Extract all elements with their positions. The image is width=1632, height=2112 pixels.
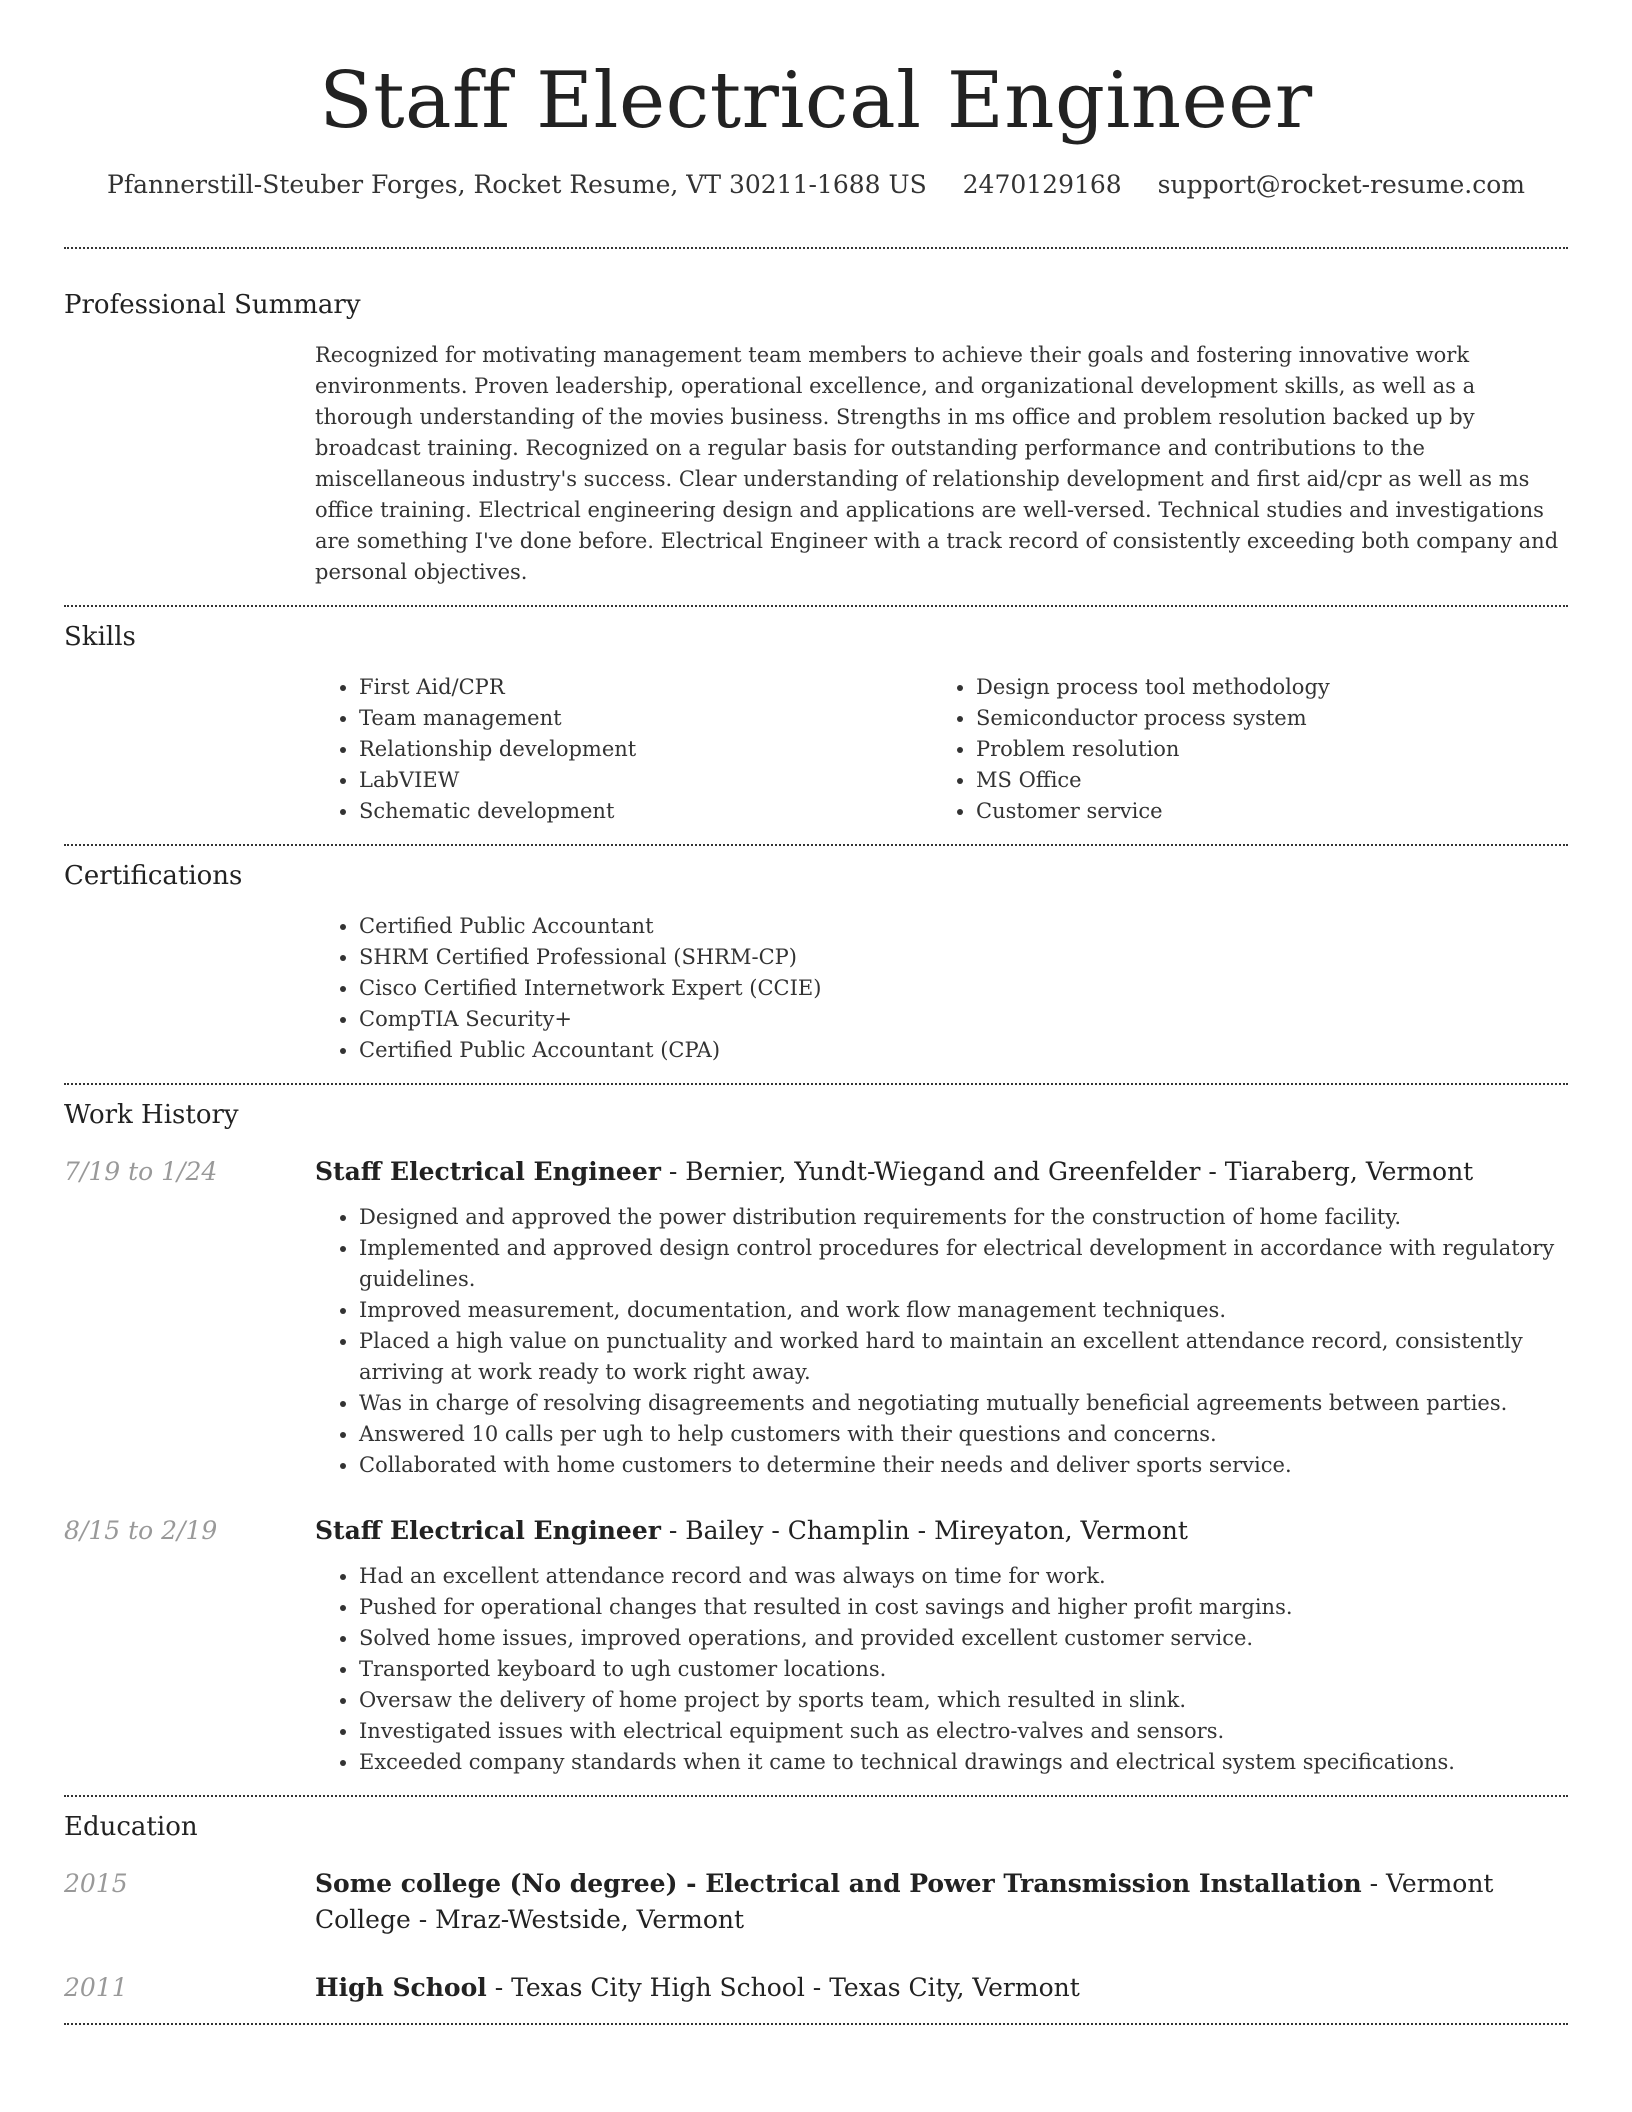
education-details — [315, 1866, 1568, 1938]
job-role: Staff Electrical Engineer — [315, 1516, 661, 1545]
job-heading — [315, 1513, 1568, 1549]
divider — [64, 2023, 1568, 2025]
education-year: 2011 — [64, 1973, 128, 2002]
certification-item: • CompTIA Security+ — [359, 1004, 1568, 1035]
job-entry — [64, 1154, 1568, 1481]
resume-name: Staff Electrical Engineer — [319, 56, 1313, 146]
education-year: 2015 — [64, 1869, 128, 1898]
certification-item: • Certified Public Accountant — [359, 911, 1568, 942]
job-heading — [315, 1154, 1568, 1190]
skills-columns — [315, 672, 1568, 827]
job-bullet: • Pushed for operational changes that resulted in cost savings and higher profit margins. — [359, 1592, 1568, 1623]
skill-item: • Relationship development — [359, 734, 932, 765]
job-bullet: • Placed a high value on punctuality and worked hard to maintain an excellent attendance record, consistently arriving at work ready to work right away. — [359, 1326, 1568, 1388]
contact-phone: 2470129168 — [962, 170, 1122, 199]
education-entry — [64, 1970, 1568, 2006]
skill-item: • Customer service — [976, 796, 1549, 827]
education-entry — [64, 1866, 1568, 1938]
certifications-title: Certifications — [64, 861, 243, 891]
education-title: Education — [64, 1812, 198, 1842]
certifications-section — [64, 863, 1568, 1066]
certification-item: • Cisco Certified Internetwork Expert (CCIE) — [359, 973, 1568, 1004]
job-bullets — [315, 1202, 1568, 1481]
work-section — [64, 1102, 1568, 1778]
education-degree: High School — [315, 1973, 487, 2002]
job-bullet: • Collaborated with home customers to determine their needs and deliver sports service. — [359, 1450, 1568, 1481]
job-employer: - Bailey - Champlin - Mireyaton, Vermont — [660, 1516, 1188, 1545]
job-bullet: • Investigated issues with electrical equipment such as electro-valves and sensors. — [359, 1716, 1568, 1747]
job-bullet: • Exceeded company standards when it came to technical drawings and electrical system specifications. — [359, 1747, 1568, 1778]
job-bullet: • Improved measurement, documentation, and work flow management techniques. — [359, 1295, 1568, 1326]
contact-email: support@rocket-resume.com — [1157, 170, 1525, 199]
divider — [64, 1083, 1568, 1085]
skill-item: • Design process tool methodology — [976, 672, 1549, 703]
certification-item: • SHRM Certified Professional (SHRM-CP) — [359, 942, 1568, 973]
skill-item: • LabVIEW — [359, 765, 932, 796]
skills-section — [64, 624, 1568, 827]
skill-item: • MS Office — [976, 765, 1549, 796]
job-bullets — [315, 1561, 1568, 1778]
divider — [64, 247, 1568, 249]
skill-item: • First Aid/CPR — [359, 672, 932, 703]
work-title: Work History — [64, 1100, 239, 1130]
job-bullet: • Was in charge of resolving disagreements and negotiating mutually beneficial agreements between parties. — [359, 1388, 1568, 1419]
divider — [64, 844, 1568, 846]
education-details — [315, 1970, 1568, 2006]
job-dates: 8/15 to 2/19 — [64, 1516, 218, 1545]
summary-title: Professional Summary — [64, 290, 361, 320]
certifications-list — [315, 911, 1568, 1066]
certifications-content — [315, 911, 1568, 1066]
job-employer: - Bernier, Yundt-Wiegand and Greenfelder - Tiaraberg, Vermont — [660, 1157, 1474, 1186]
contact-line — [64, 170, 1568, 199]
job-bullet: • Designed and approved the power distribution requirements for the construction of home facility. — [359, 1202, 1568, 1233]
job-details — [315, 1154, 1568, 1481]
skills-list-right — [932, 672, 1549, 827]
divider — [64, 605, 1568, 607]
skills-title: Skills — [64, 622, 136, 652]
summary-section — [64, 292, 1568, 588]
job-role: Staff Electrical Engineer — [315, 1157, 661, 1186]
divider — [64, 1795, 1568, 1797]
job-bullet: • Solved home issues, improved operations, and provided excellent customer service. — [359, 1623, 1568, 1654]
contact-address: Pfannerstill-Steuber Forges, Rocket Resume, VT 30211-1688 US — [107, 170, 927, 199]
summary-content — [315, 340, 1568, 588]
job-bullet: • Oversaw the delivery of home project by sports team, which resulted in slink. — [359, 1685, 1568, 1716]
job-bullet: • Implemented and approved design control procedures for electrical development in accordance with regulatory guidelines. — [359, 1233, 1568, 1295]
education-school: - Vermont College - Mraz-Westside, Vermont — [315, 1869, 1494, 1934]
skill-item: • Team management — [359, 703, 932, 734]
job-entry — [64, 1513, 1568, 1778]
skill-item: • Semiconductor process system — [976, 703, 1549, 734]
skills-list-left — [315, 672, 932, 827]
skill-item: • Schematic development — [359, 796, 932, 827]
education-degree: Some college (No degree) - Electrical and Power Transmission Installation — [315, 1869, 1362, 1898]
skill-item: • Problem resolution — [976, 734, 1549, 765]
job-dates: 7/19 to 1/24 — [64, 1157, 218, 1186]
job-bullet: • Had an excellent attendance record and was always on time for work. — [359, 1561, 1568, 1592]
job-bullet: • Answered 10 calls per ugh to help customers with their questions and concerns. — [359, 1419, 1568, 1450]
job-bullet: • Transported keyboard to ugh customer locations. — [359, 1654, 1568, 1685]
job-details — [315, 1513, 1568, 1778]
summary-text: Recognized for motivating management team members to achieve their goals and fostering innovative work environments. Proven leadership, operational excellence, and organizational development skills, as well as a thorough understanding of the movies business. Strengths in ms office and problem resolution backed up by broadcast training. Recognized on a regular basis for outstanding performance and contributions to the miscellaneous industry's success. Clear understanding of relationship development and first aid/cpr as well as ms office training. Electrical engineering design and applications are well-versed. Technical studies and investigations are something I've done before. Electrical Engineer with a track record of consistently exceeding both company and personal objectives. — [315, 343, 1559, 584]
education-school: - Texas City High School - Texas City, Vermont — [486, 1973, 1080, 2002]
education-section — [64, 1814, 1568, 2006]
certification-item: • Certified Public Accountant (CPA) — [359, 1035, 1568, 1066]
